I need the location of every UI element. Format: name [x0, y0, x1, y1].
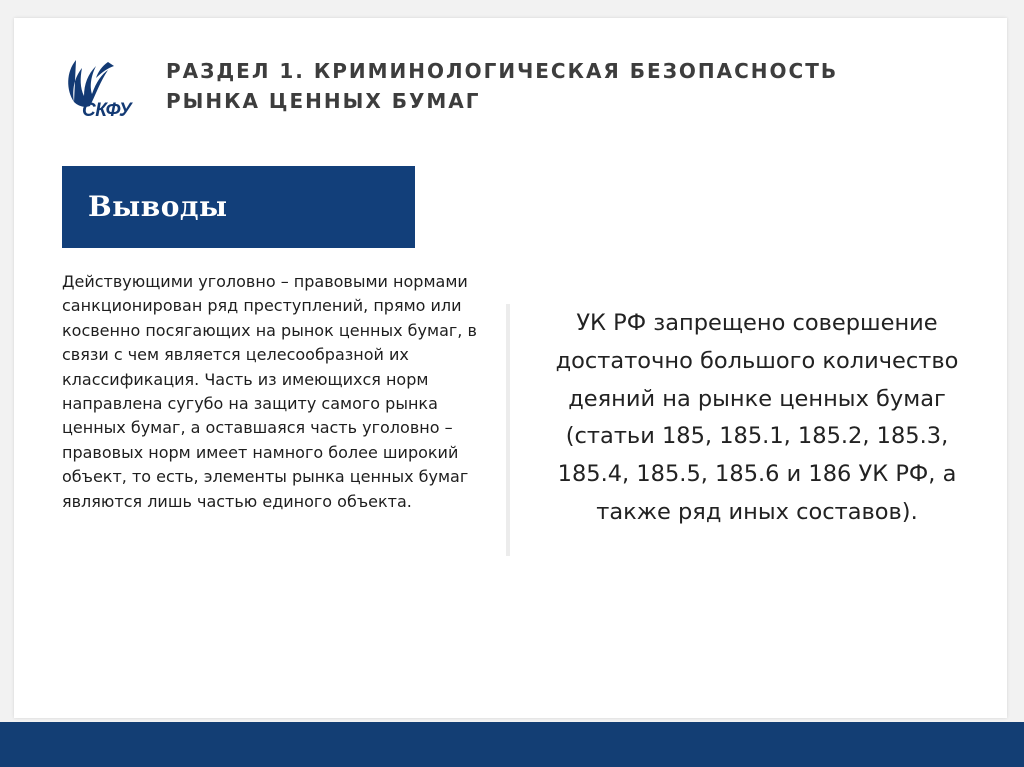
left-paragraph: Действующими уголовно – правовыми нормами санкционирован ряд преступлений, прямо или косвенно посягающих на рынок ценных бумаг, в связи с чем является целесообразной их классификация. Часть из имеющихся норм направлена сугубо на защиту самого рынка ценных бумаг, а оставшаяся часть уголовно – правовых норм имеет намного более широкий объект, то есть, элементы рынка ценных бумаг являются лишь частью единого объекта.	[62, 272, 477, 511]
university-logo	[62, 56, 152, 126]
slide	[14, 18, 1007, 718]
section-title: РАЗДЕЛ 1. КРИМИНОЛОГИЧЕСКАЯ БЕЗОПАСНОСТЬ РЫНКА ЦЕННЫХ БУМАГ	[166, 59, 839, 113]
column-divider	[506, 304, 510, 556]
right-paragraph: УК РФ запрещено совершение достаточно большого количество деяний на рынке ценных бумаг (статьи 185, 185.1, 185.2, 185.3, 185.4, 185.5, 185.6 и 186 УК РФ, а также ряд иных составов).	[555, 310, 959, 525]
footer-bar	[0, 722, 1024, 767]
logo-text: СКФУ	[82, 100, 132, 121]
conclusions-banner	[62, 166, 415, 248]
conclusions-title: Выводы	[88, 190, 228, 223]
